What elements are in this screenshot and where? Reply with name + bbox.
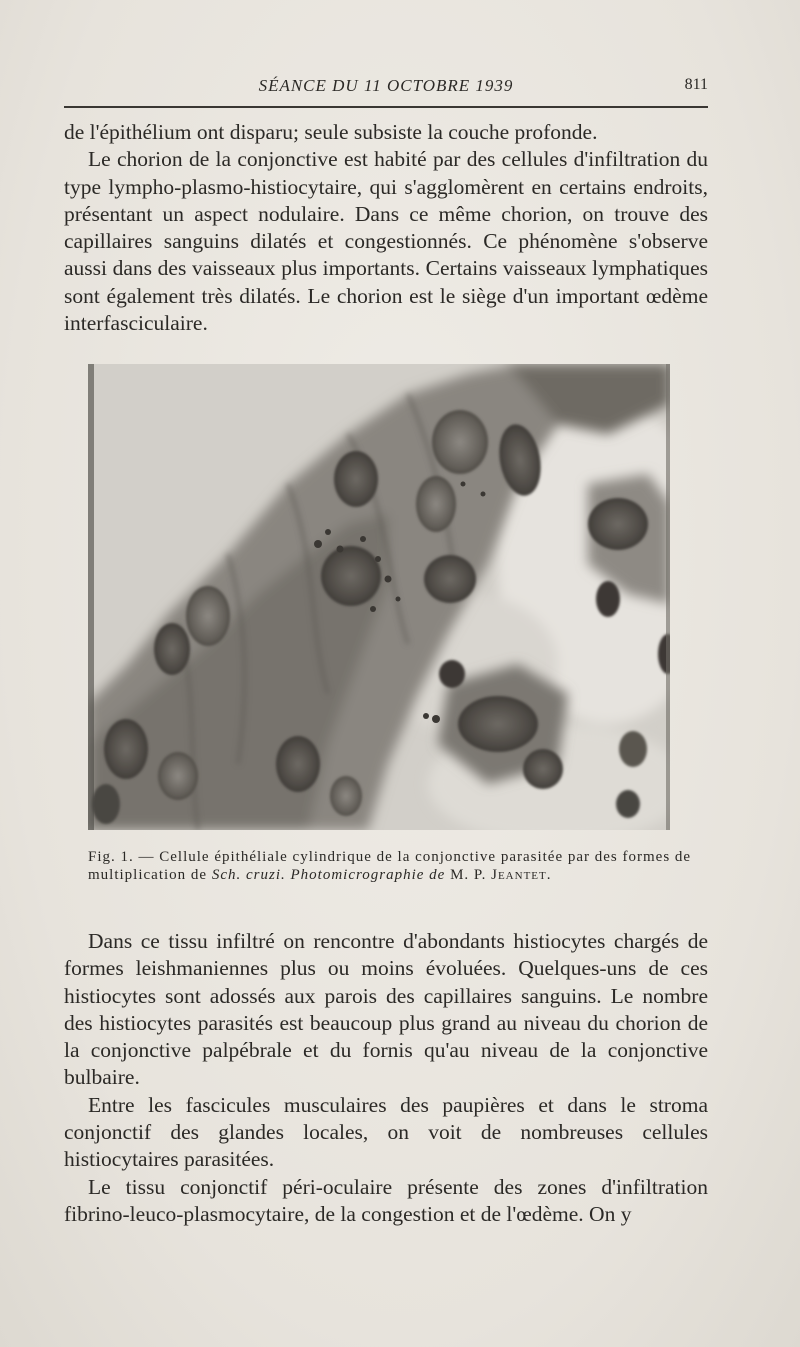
caption-text: Cellule épithéliale cylindrique de la conjonctive parasitée par des formes de multiplication de (88, 849, 692, 883)
top-text-block (64, 119, 708, 337)
running-title: SÉANCE DU 11 OCTOBRE 1939 (258, 76, 514, 95)
caption-credit-surname: Jeantet. (491, 867, 552, 883)
paragraph: de l'épithélium ont disparu; seule subsiste la couche profonde. (64, 120, 598, 144)
caption-credit-name: M. P. (450, 867, 487, 883)
caption-credit-prefix: Photomicrographie de (290, 867, 446, 883)
figure-caption (88, 848, 708, 884)
paragraph: Le tissu conjonctif péri-oculaire présente des zones d'infiltration fibrino-leuco-plasmocytaire, de la congestion et de l'œdème. On y (64, 1174, 708, 1226)
caption-species: Sch. cruzi. (211, 867, 286, 883)
figure-label: Fig. 1. — (88, 849, 155, 865)
header-rule (64, 106, 708, 108)
photomicrograph (88, 364, 670, 830)
photomicrograph-image (88, 364, 670, 830)
paragraph: Entre les fascicules musculaires des paupières et dans le stroma conjonctif des glandes locales, on voit de nombreuses cellules histiocytaires parasitées. (64, 1092, 708, 1172)
page-number: 811 (684, 76, 708, 93)
paragraph: Le chorion de la conjonctive est habité par des cellules d'infiltration du type lympho-plasmo-histiocytaire, qui s'agglomèrent en certains endroits, présentant un aspect nodulaire. Dans ce même chorion, on trouve des capillaires sanguins dilatés et congestionnés. Ce phénomène s'observe aussi dans des vaisseaux plus importants. Certains vaisseaux lymphatiques sont également très dilatés. Le chorion est le siège d'un important œdème interfasciculaire. (64, 147, 708, 336)
paragraph: Dans ce tissu infiltré on rencontre d'abondants histiocytes chargés de formes leishmaniennes plus ou moins évoluées. Quelques-uns de ces histiocytes sont adossés aux parois des capillaires sanguins. Le nombre des histiocytes parasités est beaucoup plus grand au niveau du chorion de la conjonctive palpébrale et du fornis qu'au niveau de la conjonctive bulbaire. (64, 929, 708, 1090)
bottom-text-block (64, 928, 708, 1228)
page-header (64, 76, 708, 102)
